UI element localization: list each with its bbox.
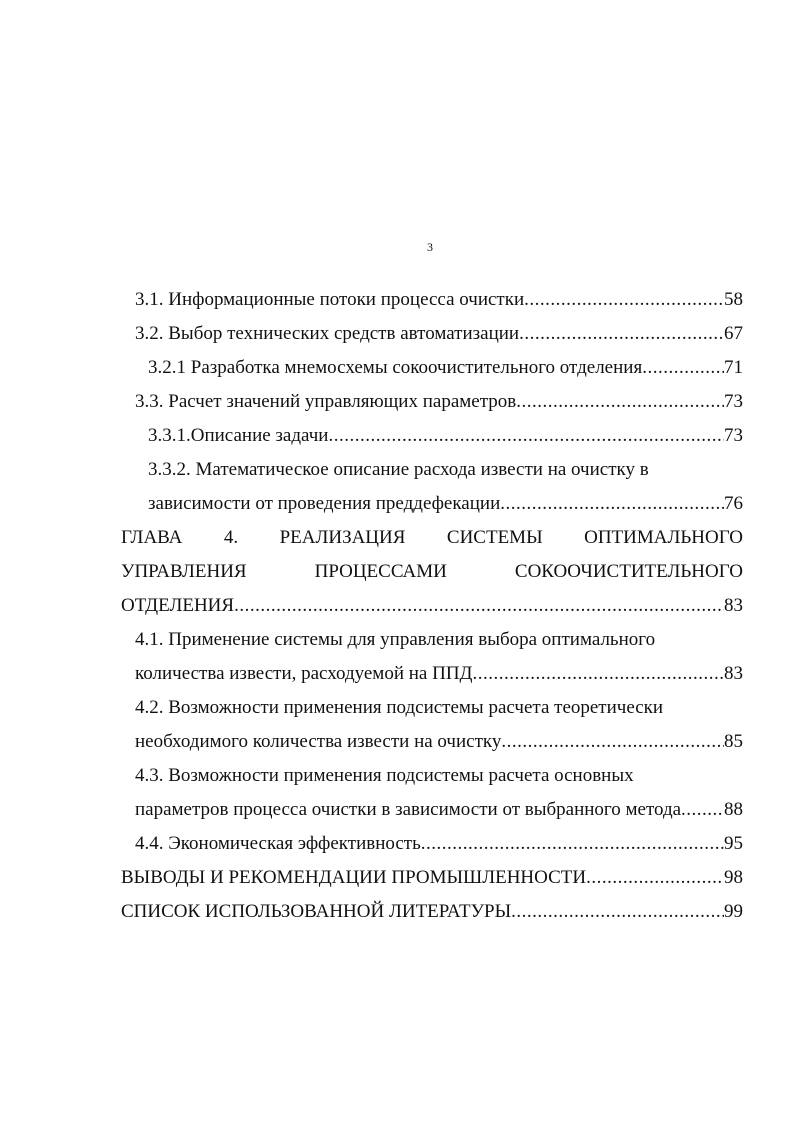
toc-leader-dots xyxy=(681,794,724,826)
chapter-word: СИСТЕМЫ xyxy=(446,527,543,548)
toc-entry-page: 73 xyxy=(724,425,743,446)
toc-leader-dots xyxy=(500,488,724,520)
chapter-word: 4. xyxy=(223,527,239,548)
toc-entry-page: 99 xyxy=(724,901,743,922)
chapter-word: РЕАЛИЗАЦИЯ xyxy=(279,527,406,548)
toc-entry[interactable] xyxy=(121,862,743,894)
toc-entry-line1[interactable]: 3.3.2. Математическое описание расхода извести на очистку в xyxy=(148,459,649,480)
toc-entry-page: 83 xyxy=(724,663,743,684)
chapter-word: ПРОЦЕССАМИ xyxy=(314,561,447,582)
toc-leader-dots xyxy=(473,658,724,690)
toc-entry-title: 3.3.1.Описание задачи xyxy=(148,425,329,446)
toc-leader-dots xyxy=(516,386,724,418)
toc-leader-dots xyxy=(642,352,724,384)
toc-entry[interactable] xyxy=(135,794,743,826)
chapter-word: СОКООЧИСТИТЕЛЬНОГО xyxy=(514,561,743,582)
toc-entry-page: 95 xyxy=(724,833,743,854)
page-number: 3 xyxy=(427,240,433,254)
chapter-word: ОПТИМАЛЬНОГО xyxy=(584,527,743,548)
chapter-word: ГЛАВА xyxy=(121,527,183,548)
toc-entry[interactable] xyxy=(121,896,743,928)
toc-entry[interactable] xyxy=(135,386,743,418)
toc-entry-page: 85 xyxy=(724,731,743,752)
toc-entry-page: 98 xyxy=(724,867,743,888)
chapter-heading-line2[interactable] xyxy=(121,556,743,588)
toc-entry[interactable] xyxy=(135,284,743,316)
toc-entry-title: 4.4. Экономическая эффективность xyxy=(135,833,421,854)
toc-entry[interactable] xyxy=(135,726,743,758)
toc-entry[interactable] xyxy=(135,658,743,690)
toc-entry-page: 76 xyxy=(724,493,743,514)
toc-entry-line1[interactable]: 4.3. Возможности применения подсистемы расчета основных xyxy=(135,765,634,786)
toc-entry-title: ОТДЕЛЕНИЯ xyxy=(121,595,235,616)
toc-entry-title: необходимого количества извести на очистку xyxy=(135,731,502,752)
toc-entry-title: 3.1. Информационные потоки процесса очистки xyxy=(135,289,525,310)
toc-entry-title: ВЫВОДЫ И РЕКОМЕНДАЦИИ ПРОМЫШЛЕННОСТИ xyxy=(121,867,587,888)
toc-leader-dots xyxy=(234,590,724,622)
toc-leader-dots xyxy=(519,318,724,350)
toc-leader-dots xyxy=(501,726,724,758)
toc-entry[interactable] xyxy=(135,318,743,350)
toc-entry[interactable] xyxy=(135,828,743,860)
toc-entry-title: количества извести, расходуемой на ППД xyxy=(135,663,473,684)
toc-entry-page: 67 xyxy=(724,323,743,344)
toc-entry-page: 83 xyxy=(724,595,743,616)
toc-entry-page: 58 xyxy=(724,289,743,310)
toc-leader-dots xyxy=(328,420,724,452)
toc-entry-line1[interactable]: 4.2. Возможности применения подсистемы расчета теоретически xyxy=(135,697,664,718)
toc-entry-page: 88 xyxy=(724,799,743,820)
chapter-heading-line1[interactable] xyxy=(121,522,743,554)
toc-leader-dots xyxy=(421,828,724,860)
toc-entry-title: 3.2. Выбор технических средств автоматизации xyxy=(135,323,520,344)
toc-entry[interactable] xyxy=(121,590,743,622)
toc-leader-dots xyxy=(524,284,724,316)
toc-entry-title: зависимости от проведения преддефекации xyxy=(148,493,501,514)
chapter-word: УПРАВЛЕНИЯ xyxy=(121,561,247,582)
toc-entry[interactable] xyxy=(148,420,743,452)
toc-entry-title: 3.2.1 Разработка мнемосхемы сокоочистительного отделения xyxy=(148,357,643,378)
toc-entry-page: 73 xyxy=(724,391,743,412)
toc-leader-dots xyxy=(586,862,724,894)
toc-entry-page: 71 xyxy=(724,357,743,378)
toc-entry[interactable] xyxy=(148,488,743,520)
toc-entry[interactable] xyxy=(148,352,743,384)
toc-entry-title: параметров процесса очистки в зависимости от выбранного метода xyxy=(135,799,682,820)
toc-entry-title: 3.3. Расчет значений управляющих параметров xyxy=(135,391,517,412)
toc-entry-line1[interactable]: 4.1. Применение системы для управления выбора оптимального xyxy=(135,629,656,650)
toc-entry-title: СПИСОК ИСПОЛЬЗОВАННОЙ ЛИТЕРАТУРЫ xyxy=(121,901,512,922)
toc-leader-dots xyxy=(511,896,724,928)
